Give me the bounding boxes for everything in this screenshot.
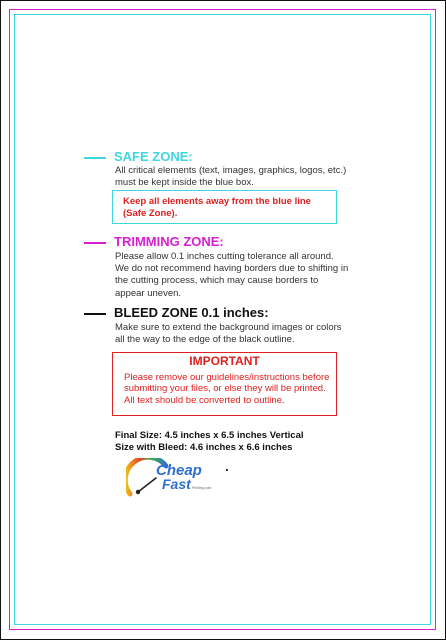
important-body: Please remove our guidelines/instructions before submitting your files, or else they will be printed. All text should be converted to outline. — [124, 371, 330, 406]
trimming-zone-body: Please allow 0.1 inches cutting tolerance all around. We do not recommend having borders due to shifting in the cutting process, which may cause borders to appear uneven. — [115, 251, 349, 299]
logo-small-text: Printing.com — [192, 486, 212, 490]
safe-zone-dash — [84, 157, 106, 159]
important-title: IMPORTANT — [189, 354, 260, 368]
safe-zone-body: All critical elements (text, images, graphics, logos, etc.) must be kept inside the blue box. — [115, 165, 347, 189]
bleed-zone-dash — [84, 313, 106, 315]
final-sizes: Final Size: 4.5 inches x 6.5 inches Vertical Size with Bleed: 4.6 inches x 6.6 inches — [115, 430, 304, 453]
stray-dot — [226, 469, 228, 471]
safe-zone-title: SAFE ZONE: — [114, 149, 193, 164]
trimming-zone-title: TRIMMING ZONE: — [114, 234, 224, 249]
bleed-zone-body: Make sure to extend the background images or colors all the way to the edge of the black outline. — [115, 322, 342, 346]
logo-word-fast: Fast — [162, 476, 191, 492]
important-box — [112, 352, 337, 416]
safe-zone-note: Keep all elements away from the blue line (Safe Zone). — [112, 190, 337, 224]
trimming-zone-dash — [84, 242, 106, 244]
cheap-fast-printing-logo — [126, 458, 226, 498]
bleed-zone-title: BLEED ZONE 0.1 inches: — [114, 305, 269, 320]
logo-word-cheap: Cheap — [156, 462, 202, 479]
